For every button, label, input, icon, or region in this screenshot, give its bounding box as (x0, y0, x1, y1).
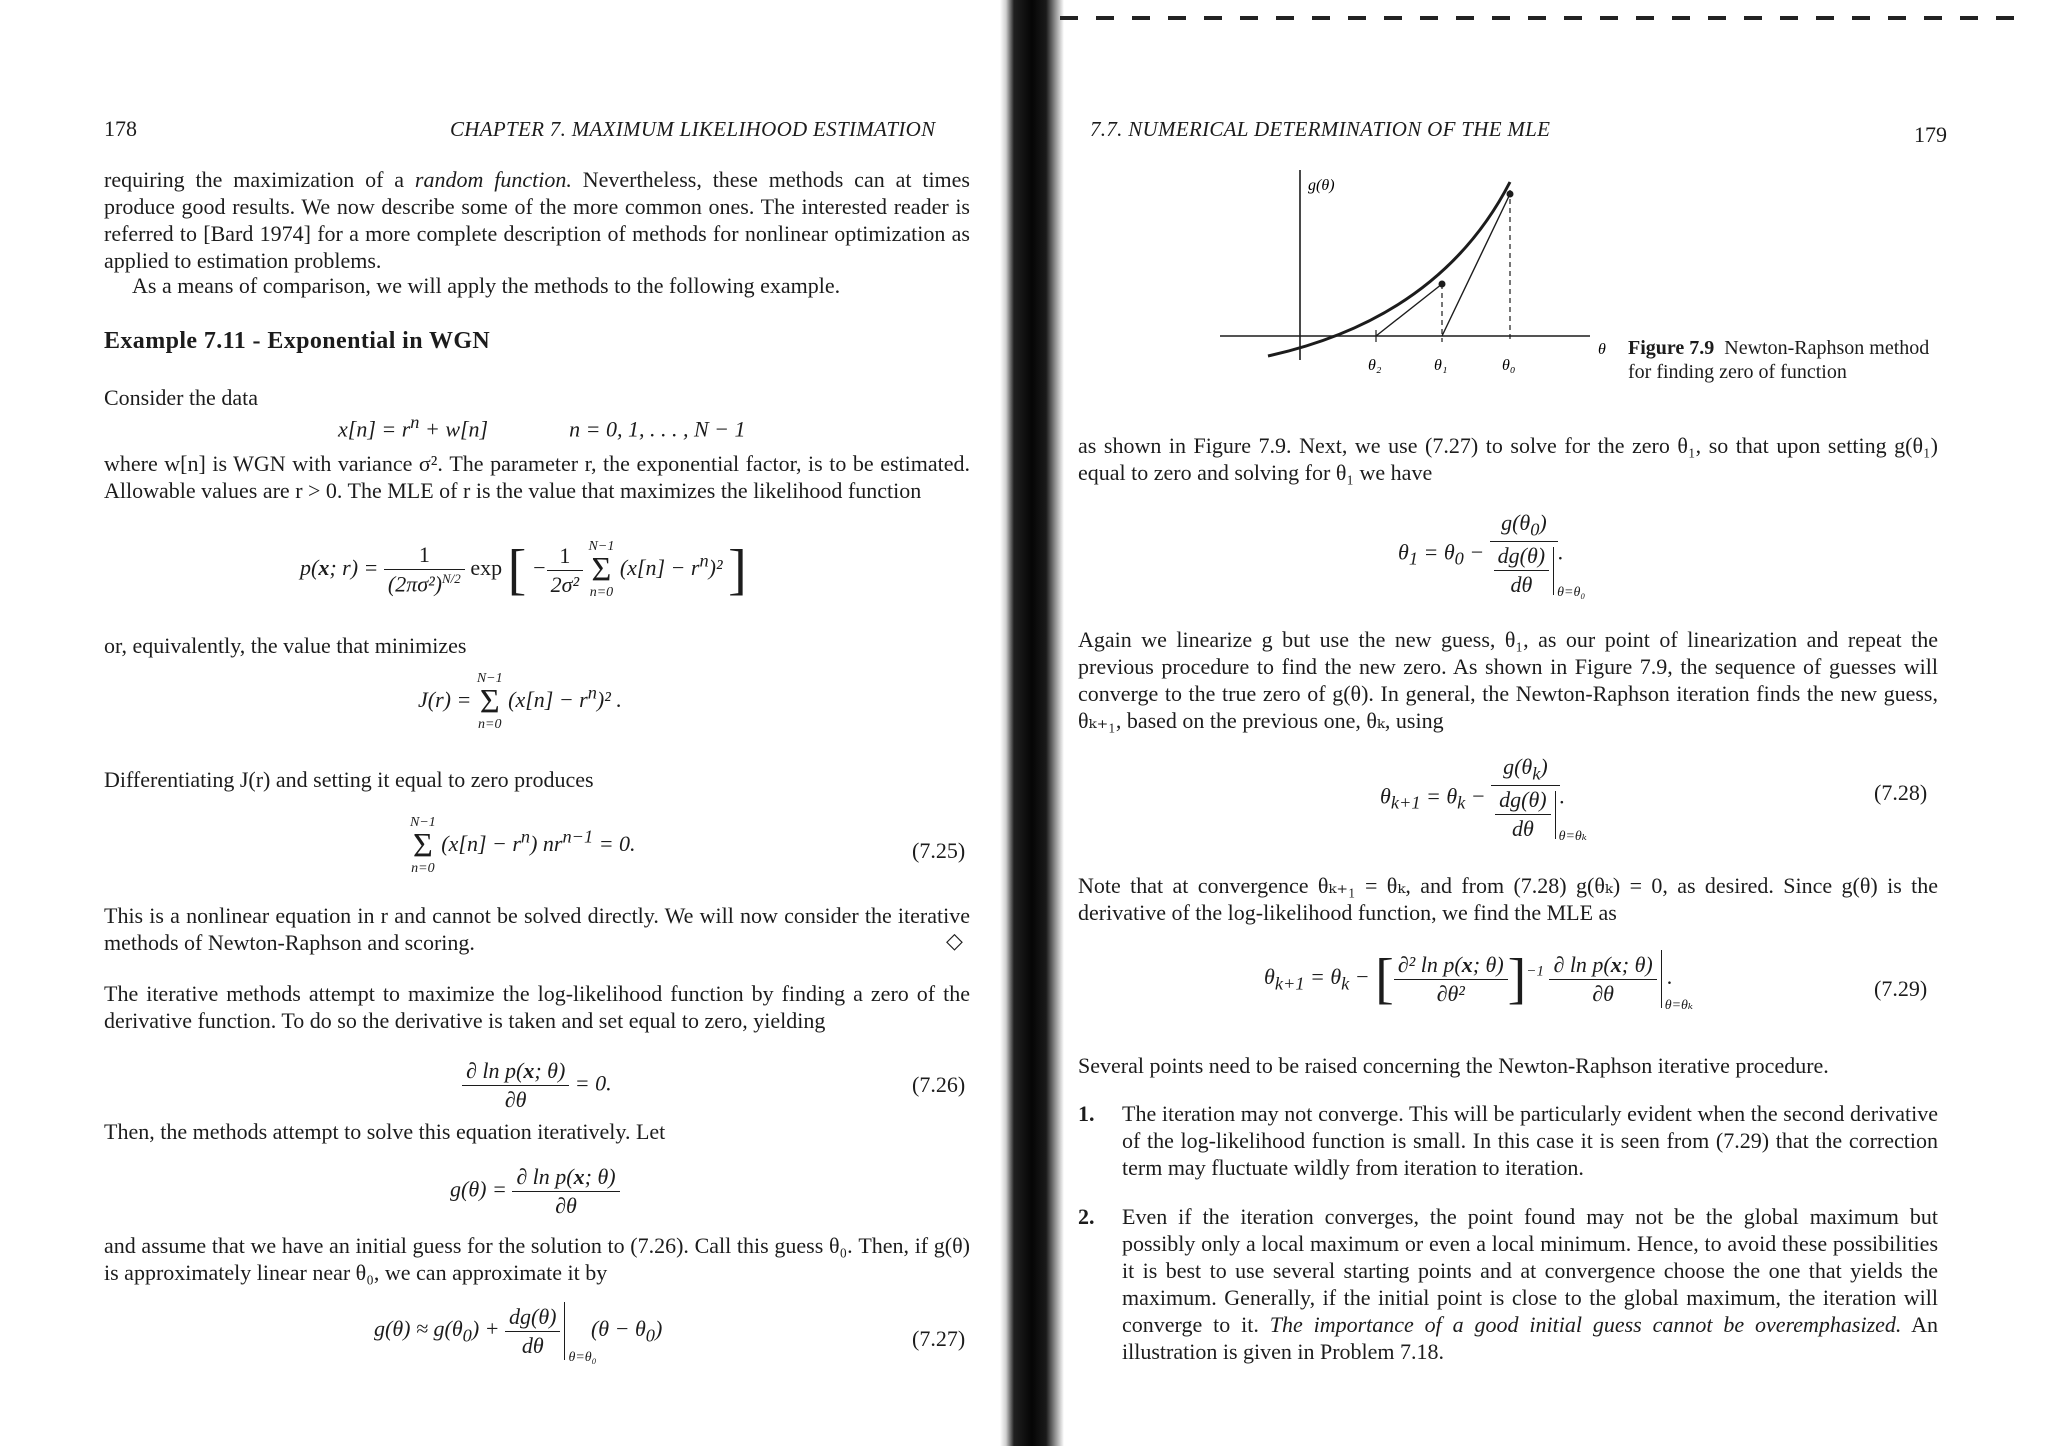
tick-theta1: θ₁ (1434, 357, 1448, 374)
comparison-sentence: As a means of comparison, we will apply the methods to the following example. (132, 273, 841, 298)
point-theta1 (1439, 281, 1446, 288)
equivalently-text: or, equivalently, the value that minimizes (104, 633, 467, 658)
tangent-line-theta1 (1376, 284, 1442, 336)
left-running-head: CHAPTER 7. MAXIMUM LIKELIHOOD ESTIMATION (450, 117, 936, 141)
example-title: Example 7.11 - Exponential in WGN (104, 328, 491, 354)
list-item: 2. Even if the iteration converges, the point found may not be the global maximum but possibly only a local maximum or even a local minimum. Hence, to avoid these possibilities it is best to use several starting points and at convergence choose the one that yields the maximum. Generally, if the initial point is close to the global maximum, the iteration will converge to it. The importance of a good initial guess cannot be overemphasized. An illustration is given in Problem 7.18. (1078, 1204, 1938, 1364)
eq-label-7-29: (7.29) (1874, 976, 1928, 1001)
assume-paragraph: and assume that we have an initial guess for the solution to (7.26). Call this guess θ₀. Then, if g(θ) is approximately linear near θ₀, we can approximate it by (104, 1233, 970, 1285)
point-theta0 (1507, 191, 1514, 198)
eq-label-7-25: (7.25) (912, 838, 966, 863)
newton-raphson-points-list (1078, 1100, 1938, 1387)
equation-7-28: $\theta_{k+1} = \theta_k$ − $g(\theta_k)$ $\frac{dg(\theta)}{d\theta}$ θ=θₖ . (1380, 754, 1587, 844)
note-paragraph: Note that at convergence θₖ₊₁ = θₖ, and from (7.28) g(θₖ) = 0, as desired. Since g(θ) is the derivative of the log-likelihood function, we find the MLE as (1078, 873, 1938, 925)
nonlinear-paragraph: This is a nonlinear equation in r and cannot be solved directly. We will now consider the iterative methods of Newton-Raphson and scoring. (104, 903, 970, 955)
tick-theta0: θ₀ (1502, 357, 1516, 374)
end-of-example-diamond: ◇ (946, 928, 963, 953)
page-edge-dashes (1060, 10, 2020, 24)
intro-paragraph: requiring the maximization of a random function. Nevertheless, these methods can at times produce good results. We now describe some of the more common ones. The interested reader is referred to [Bard 1974] for a more complete description of methods for nonlinear optimization as applied to estimation problems. (104, 167, 970, 273)
iterative-paragraph: The iterative methods attempt to maximize the log-likelihood function by finding a zero of the derivative function. To do so the derivative is taken and set equal to zero, yielding (104, 981, 970, 1033)
then-text: Then, the methods attempt to solve this equation iteratively. Let (104, 1119, 666, 1144)
eq-label-7-28: (7.28) (1874, 780, 1928, 805)
figure-x-label: θ (1598, 341, 1606, 358)
equation-7-25: N−1 Σ n=0 $(x[n] - r^n)$ $nr^{n-1} = 0$. (410, 815, 636, 876)
differentiating-text: Differentiating J(r) and setting it equal to zero produces (104, 767, 594, 792)
tick-theta2: θ₂ (1368, 357, 1382, 374)
equation-7-27: $g(\theta) \approx g(\theta_0)$ + $\frac{dg(\theta)}{d\theta}$ θ=θ₀ $(\theta - \theta_0)$ (374, 1303, 663, 1365)
figure-y-label: g(θ) (1308, 177, 1335, 194)
list-item: 1. The iteration may not converge. This will be particularly evident when the second derivative of the log-likelihood function is small. In this case it is seen from (7.29) that the correction term may fluctuate wildly from iteration to iteration. (1078, 1101, 1938, 1180)
equation-7-29: $\theta_{k+1} = \theta_k$ − [ $\frac{\text{∂² ln p(x; θ)}}{\text{∂θ²}}$ ]$^{-1}$ $\frac{\text{∂ ln p(x; θ)}}{\partial\theta}$ θ=θₖ . (1264, 948, 1694, 1013)
where-paragraph: where w[n] is WGN with variance σ². The parameter r, the exponential factor, is to be estimated. Allowable values are r > 0. The MLE of r is the value that maximizes the likelihood function (104, 451, 970, 503)
tangent-line-theta0 (1442, 194, 1510, 336)
shown-paragraph: as shown in Figure 7.9. Next, we use (7.27) to solve for the zero θ₁, so that upon setting g(θ₁) equal to zero and solving for θ₁ we have (1078, 433, 1938, 485)
equation-7-26: $\frac{\text{∂ ln p(x; θ)}}{\partial\theta}$ = 0. (462, 1058, 612, 1113)
equation-theta1: $\theta_1 = \theta_0$ − $g(\theta_0)$ $\frac{dg(\theta)}{d\theta}$ θ=θ₀ . (1398, 510, 1586, 600)
again-paragraph: Again we linearize g but use the new guess, θ₁, as our point of linearization and repeat the previous procedure to find the new zero. As shown in Figure 7.9, the sequence of guesses will converge to the true zero of g(θ). In general, the Newton-Raphson iteration finds the new guess, θₖ₊₁, based on the previous one, θₖ, using (1078, 627, 1938, 733)
eq-label-7-26: (7.26) (912, 1072, 966, 1097)
book-gutter (1000, 0, 1064, 1446)
equation-cost-J: J(r) = N−1 Σ n=0 $(x[n] - r^n)^2$ . (418, 671, 622, 732)
equation-data-model: $x[n] = r^n + w[n] n = 0$, 1, . . . , N − 1 (338, 412, 746, 442)
several-points-text: Several points need to be raised concerning the Newton-Raphson iterative procedure. (1078, 1053, 1829, 1078)
left-page-number: 178 (104, 116, 137, 141)
eq-label-7-27: (7.27) (912, 1326, 966, 1351)
equation-g-definition: g(θ) = $\frac{\text{∂ ln p(x; θ)}}{\partial\theta}$ (450, 1164, 620, 1219)
right-running-head: 7.7. NUMERICAL DETERMINATION OF THE MLE (1090, 117, 1551, 141)
equation-likelihood: p(x; r) = $\frac{1}{(2\pi\sigma^2)^{N/2}}$ exp [ − $\frac{1}{\text{2σ²}}$ N−1 Σ n=0 $(x[n] - r^n)^2$ ] (300, 539, 747, 601)
figure-7-9-newton-raphson (1210, 160, 1630, 390)
figure-caption: Figure 7.9 Newton-Raphson method for finding zero of function (1628, 337, 1930, 383)
right-page-number: 179 (1914, 122, 1947, 147)
consider-text: Consider the data (104, 385, 258, 410)
